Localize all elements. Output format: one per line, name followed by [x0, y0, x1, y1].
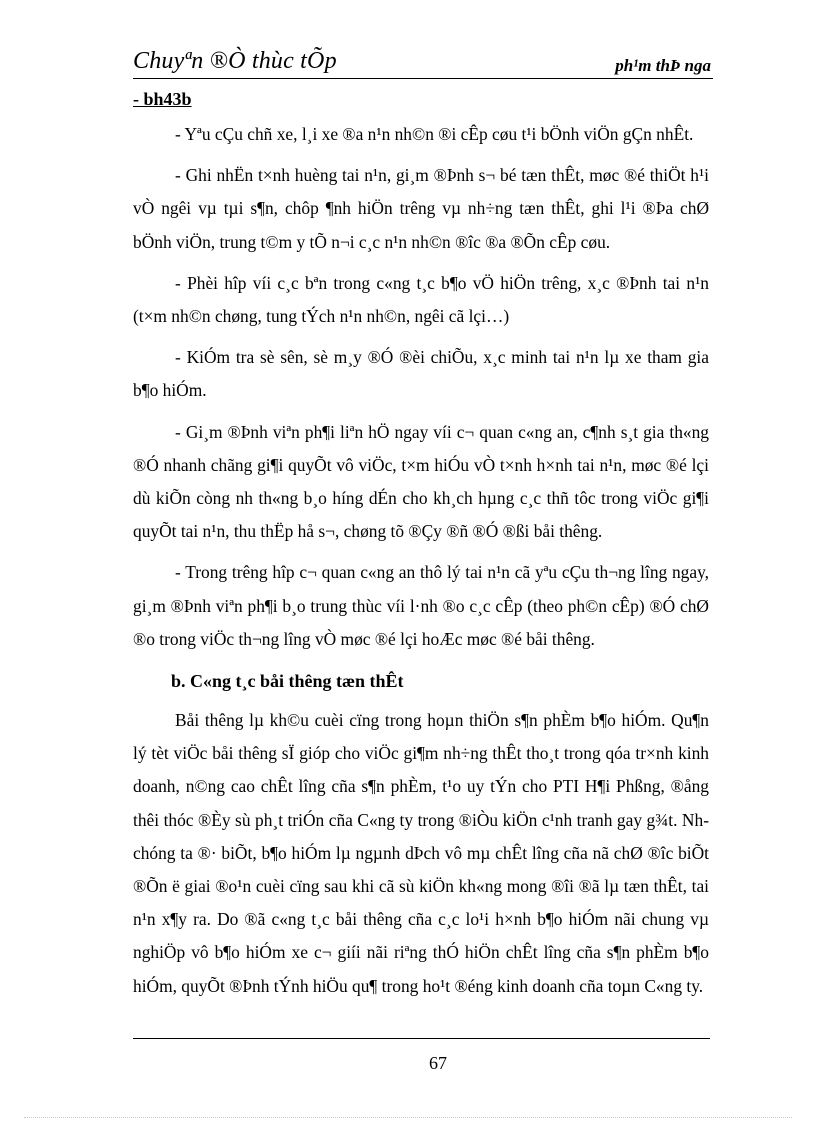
- subheading: - bh43b: [133, 89, 192, 109]
- section-title: b. C«ng t¸c båi thêng tæn thÊt: [171, 671, 404, 692]
- page-edge-divider: [24, 1117, 792, 1118]
- paragraph: - Yªu cÇu chñ xe, l¸i xe ®a n¹n nh©n ®i cÊp cøu t¹i bÖnh viÖn gÇn nhÊt.: [175, 124, 694, 144]
- paragraph: - Gi¸m ®Þnh viªn ph¶i liªn hÖ ngay víi c¬ quan c«ng an, c¶nh s¸t gia th«ng ®Ó nhanh chãng gi¶i quyÕt vô viÖc, t×m hiÓu vÒ t×nh h×nh tai n¹n, møc ®é lçi dù kiÕn còng nh th«ng b¸o híng dÉn cho kh¸ch hµng c¸c thñ tôc trong viÖc gi¶i quyÕt tai n¹n, thu thËp hå s¬, chøng tõ ®Çy ®ñ ®Ó ®ßi båi thêng.: [133, 421, 709, 542]
- paragraph: - KiÓm tra sè sên, sè m¸y ®Ó ®èi chiÕu, x¸c minh tai n¹n lµ xe tham gia b¶o hiÓm.: [133, 347, 709, 401]
- footer-divider: [133, 1038, 710, 1039]
- page-number: 67: [429, 1053, 447, 1073]
- paragraph: - Phèi hîp víi c¸c bªn trong c«ng t¸c b¶o vÖ hiÖn trêng, x¸c ®Þnh tai n¹n (t×m nh©n chøng, tung tÝch n¹n nh©n, ngêi cã lçi…): [133, 272, 709, 327]
- page-header: [133, 46, 713, 79]
- document-body: [133, 86, 709, 1011]
- paragraph: - Trong trêng hîp c¬ quan c«ng an thô lý tai n¹n cã yªu cÇu th¬ng lîng ngay, gi¸m ®Þnh viªn ph¶i b¸o trung thùc víi l·nh ®o c¸c cÊp (theo ph©n cÊp) ®Ó chØ ®o trong viÖc th¬ng lîng vÒ møc ®é lçi hoÆc møc ®é båi thêng.: [133, 562, 709, 649]
- header-author: ph¹m thÞ nga: [615, 56, 711, 75]
- paragraph: - Ghi nhËn t×nh huèng tai n¹n, gi¸m ®Þnh s¬ bé tæn thÊt, møc ®é thiÖt h¹i vÒ ngêi vµ tµi s¶n, chôp ¶nh hiÖn trêng vµ nh÷ng tæn thÊt, ghi l¹i ®Þa chØ bÖnh viÖn, trung t©m y tÕ n¬i c¸c n¹n nh©n ®îc ®a ®Õn cÊp cøu.: [133, 165, 709, 252]
- paragraph: Båi thêng lµ kh©u cuèi cïng trong hoµn thiÖn s¶n phÈm b¶o hiÓm. Qu¶n lý tèt viÖc båi thêng sÏ gióp cho viÖc gi¶m nh÷ng thÊt tho¸t trong qóa tr×nh kinh doanh, n©ng cao chÊt lîng cña s¶n phÈm, t¹o uy tÝn cho PTI H¶i Phßng, ®ång thêi thóc ®Èy sù ph¸t triÓn cña C«ng ty trong ®iÒu kiÖn c¹nh tranh gay g¾t. Nh chóng ta ®· biÕt, b¶o hiÓm lµ ngµnh dÞch vô mµ chÊt lîng cña nã chØ ®îc biÕt ®Õn ë giai ®o¹n cuèi cïng sau khi cã sù kiÖn kh«ng mong ®îi ®ã lµ tæn thÊt, tai n¹n x¶y ra. Do ®ã c«ng t¸c båi thêng cña c¸c lo¹i h×nh b¶o hiÓm nãi chung vµ nghiÖp vô b¶o hiÓm xe c¬ giíi nãi riªng thÓ hiÖn chÊt lîng cña s¶n phÈm b¶o hiÓm, quyÕt ®Þnh tÝnh hiÖu qu¶ trong ho¹t ®éng kinh doanh cña toµn C«ng ty.: [133, 710, 709, 996]
- header-title: Chuyªn ®Ò thùc tÕp: [133, 48, 337, 74]
